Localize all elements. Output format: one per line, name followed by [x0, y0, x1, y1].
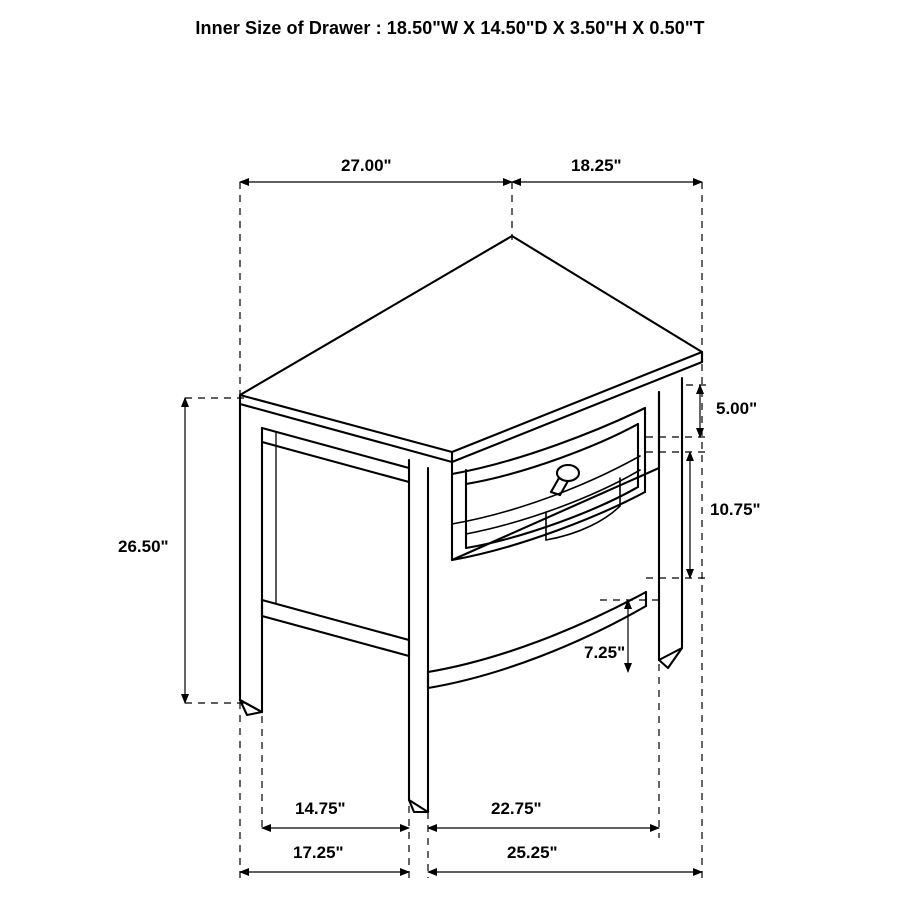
dim-top-depth: 18.25" [571, 156, 622, 175]
dim-bottom-side: 25.25" [507, 843, 558, 862]
dim-side-span: 22.75" [491, 799, 542, 818]
dim-front-span: 14.75" [295, 799, 346, 818]
dim-shelf-height: 7.25" [584, 643, 626, 662]
dim-opening-height: 10.75" [710, 500, 761, 519]
dim-drawer-height: 5.00" [716, 399, 758, 418]
dimension-lines [185, 182, 706, 878]
dim-top-width: 27.00" [341, 156, 392, 175]
table-outline [240, 236, 702, 812]
page-title: Inner Size of Drawer : 18.50"W X 14.50"D X 3.50"H X 0.50"T [195, 18, 705, 38]
dim-overall-height: 26.50" [118, 537, 169, 556]
dim-bottom-front: 17.25" [293, 843, 344, 862]
